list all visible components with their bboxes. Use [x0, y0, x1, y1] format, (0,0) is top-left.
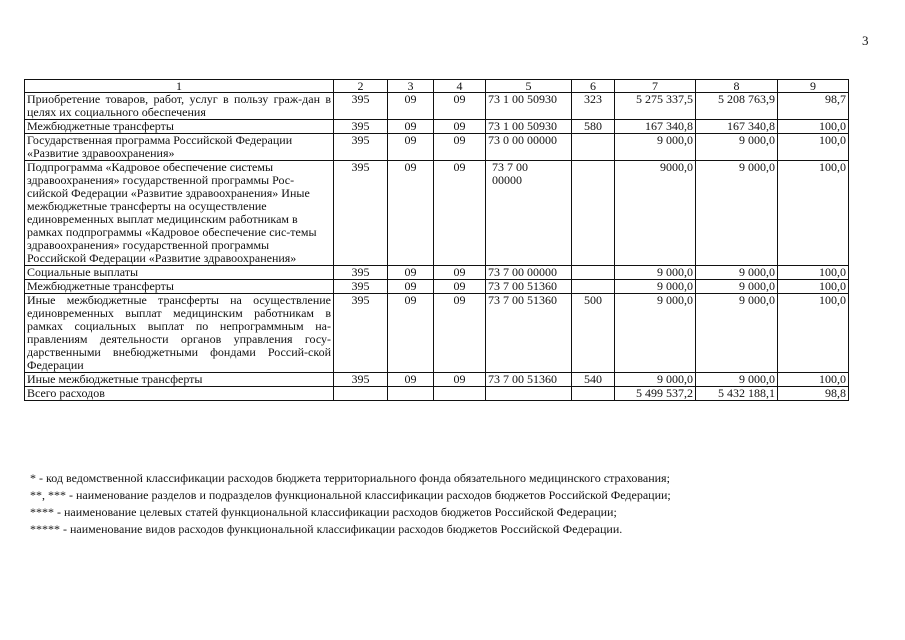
- actual-amount: 9 000,0: [696, 134, 778, 161]
- section-code: [388, 387, 434, 401]
- section-code: 09: [388, 93, 434, 120]
- execution-percent: 98,8: [778, 387, 849, 401]
- column-number-row: [25, 80, 849, 93]
- table-row: [25, 373, 849, 387]
- planned-amount: 9 000,0: [615, 294, 696, 373]
- page-number: 3: [862, 33, 869, 48]
- row-name: Межбюджетные трансферты: [25, 120, 334, 134]
- expense-type-code: 500: [572, 294, 615, 373]
- expenditure-table: [24, 79, 849, 401]
- execution-percent: 100,0: [778, 266, 849, 280]
- agency-code: 395: [334, 373, 388, 387]
- planned-amount: 9 000,0: [615, 266, 696, 280]
- agency-code: [334, 387, 388, 401]
- header-col-9: 9: [778, 80, 849, 93]
- row-name: Всего расходов: [25, 387, 334, 401]
- row-name: Социальные выплаты: [25, 266, 334, 280]
- planned-amount: 9 000,0: [615, 134, 696, 161]
- expense-type-code: [572, 134, 615, 161]
- row-name: Межбюджетные трансферты: [25, 280, 334, 294]
- actual-amount: 5 208 763,9: [696, 93, 778, 120]
- subsection-code: 09: [434, 93, 486, 120]
- section-code: 09: [388, 294, 434, 373]
- table-row: [25, 266, 849, 280]
- section-code: 09: [388, 161, 434, 266]
- section-code: 09: [388, 134, 434, 161]
- expense-type-code: [572, 280, 615, 294]
- header-col-4: 4: [434, 80, 486, 93]
- execution-percent: 100,0: [778, 373, 849, 387]
- header-col-5: 5: [486, 80, 572, 93]
- actual-amount: 167 340,8: [696, 120, 778, 134]
- total-row: [25, 387, 849, 401]
- planned-amount: 9000,0: [615, 161, 696, 266]
- target-article-code: 73 7 00 00000: [486, 266, 572, 280]
- header-col-3: 3: [388, 80, 434, 93]
- execution-percent: 98,7: [778, 93, 849, 120]
- actual-amount: 5 432 188,1: [696, 387, 778, 401]
- actual-amount: 9 000,0: [696, 161, 778, 266]
- target-article-code: 73 0 00 00000: [486, 134, 572, 161]
- agency-code: 395: [334, 134, 388, 161]
- expense-type-code: 540: [572, 373, 615, 387]
- header-col-1: 1: [25, 80, 334, 93]
- footnote-target-articles: **** - наименование целевых статей функциональной классификации расходов бюджетов Российской Федерации;: [30, 505, 617, 519]
- actual-amount: 9 000,0: [696, 294, 778, 373]
- subsection-code: 09: [434, 266, 486, 280]
- agency-code: 395: [334, 93, 388, 120]
- row-name: Государственная программа Российской Федерации «Развитие здравоохранения»: [25, 134, 334, 161]
- planned-amount: 9 000,0: [615, 280, 696, 294]
- execution-percent: 100,0: [778, 294, 849, 373]
- table-row: [25, 161, 849, 266]
- expense-type-code: 580: [572, 120, 615, 134]
- footnote-sections: **, *** - наименование разделов и подразделов функциональной классификации расходов бюджетов Российской Федерации;: [30, 488, 671, 502]
- actual-amount: 9 000,0: [696, 266, 778, 280]
- execution-percent: 100,0: [778, 161, 849, 266]
- header-col-6: 6: [572, 80, 615, 93]
- execution-percent: 100,0: [778, 134, 849, 161]
- table-row: [25, 280, 849, 294]
- footnote-agency-code: * - код ведомственной классификации расходов бюджета территориального фонда обязательного медицинского страхования;: [30, 471, 670, 485]
- expense-type-code: 323: [572, 93, 615, 120]
- row-name: Подпрограмма «Кадровое обеспечение системы здравоохранения» государственной программы Рос-сийской Федерации «Развитие здравоохранения» Иные межбюджетные трансферты на осуществление единовременных выплат медицинским работникам в рамках подпрограммы «Кадровое обеспечение сис-темы здравоохранения» государственной программы Российской Федерации «Развитие здравоохранения»: [25, 161, 334, 266]
- table-row: [25, 120, 849, 134]
- subsection-code: 09: [434, 373, 486, 387]
- agency-code: 395: [334, 294, 388, 373]
- target-article-code: 73 7 00 00000: [486, 161, 572, 266]
- target-article-code: 73 7 00 51360: [486, 294, 572, 373]
- subsection-code: 09: [434, 294, 486, 373]
- footnote-expense-types: ***** - наименование видов расходов функциональной классификации расходов бюджетов Российской Федерации.: [30, 522, 623, 536]
- actual-amount: 9 000,0: [696, 373, 778, 387]
- expense-type-code: [572, 266, 615, 280]
- agency-code: 395: [334, 280, 388, 294]
- header-col-2: 2: [334, 80, 388, 93]
- row-name: Иные межбюджетные трансферты: [25, 373, 334, 387]
- section-code: 09: [388, 373, 434, 387]
- execution-percent: 100,0: [778, 280, 849, 294]
- agency-code: 395: [334, 161, 388, 266]
- table-row: [25, 134, 849, 161]
- planned-amount: 9 000,0: [615, 373, 696, 387]
- planned-amount: 167 340,8: [615, 120, 696, 134]
- row-name: Иные межбюджетные трансферты на осуществление единовременных выплат медицинским работникам в рамках социальных выплат по непрограммным на-правлениям деятельности органов управления госу-дарственными внебюджетными фондами Россий-ской Федерации: [25, 294, 334, 373]
- footnotes: [30, 470, 870, 538]
- execution-percent: 100,0: [778, 120, 849, 134]
- expense-type-code: [572, 387, 615, 401]
- target-article-code: [486, 387, 572, 401]
- header-col-7: 7: [615, 80, 696, 93]
- target-article-code: 73 1 00 50930: [486, 120, 572, 134]
- agency-code: 395: [334, 266, 388, 280]
- table-row: [25, 93, 849, 120]
- section-code: 09: [388, 266, 434, 280]
- subsection-code: 09: [434, 161, 486, 266]
- planned-amount: 5 499 537,2: [615, 387, 696, 401]
- actual-amount: 9 000,0: [696, 280, 778, 294]
- subsection-code: 09: [434, 120, 486, 134]
- expense-type-code: [572, 161, 615, 266]
- subsection-code: 09: [434, 134, 486, 161]
- subsection-code: 09: [434, 280, 486, 294]
- table-row: [25, 294, 849, 373]
- subsection-code: [434, 387, 486, 401]
- target-article-code: 73 1 00 50930: [486, 93, 572, 120]
- section-code: 09: [388, 280, 434, 294]
- target-article-code: 73 7 00 51360: [486, 373, 572, 387]
- target-article-code: 73 7 00 51360: [486, 280, 572, 294]
- planned-amount: 5 275 337,5: [615, 93, 696, 120]
- row-name: Приобретение товаров, работ, услуг в пользу граж-дан в целях их социального обеспечения: [25, 93, 334, 120]
- section-code: 09: [388, 120, 434, 134]
- header-col-8: 8: [696, 80, 778, 93]
- agency-code: 395: [334, 120, 388, 134]
